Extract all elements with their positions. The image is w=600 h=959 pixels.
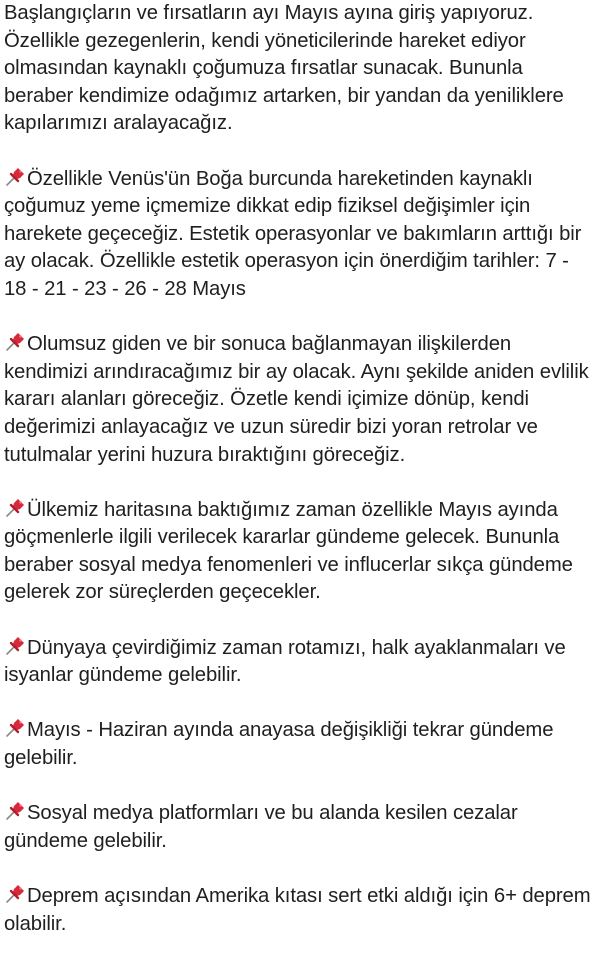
pushpin-icon bbox=[4, 635, 26, 657]
bullet-paragraph bbox=[4, 635, 594, 690]
bullet-text: Sosyal medya platformları ve bu alanda kesilen cezalar gündeme gelebilir. bbox=[4, 802, 518, 852]
pushpin-icon bbox=[4, 883, 26, 905]
bullet-text: Ülkemiz haritasına baktığımız zaman özellikle Mayıs ayında göçmenlerle ilgili verilecek kararlar gündeme gelecek. Bununla beraber sosyal medya fenomenleri ve influcerlar sıkça gündeme gelerek zor süreçlerden geçecekler. bbox=[4, 498, 573, 604]
bullet-text: Deprem açısından Amerika kıtası sert etki aldığı için 6+ deprem olabilir. bbox=[4, 885, 591, 935]
bullet-paragraph bbox=[4, 166, 594, 304]
bullet-text: Dünyaya çevirdiğimiz zaman rotamızı, halk ayaklanmaları ve isyanlar gündeme gelebilir. bbox=[4, 636, 566, 687]
bullet-paragraph bbox=[4, 883, 594, 938]
bullet-paragraph bbox=[4, 331, 594, 469]
pushpin-icon bbox=[4, 800, 26, 822]
intro-paragraph: Başlangıçların ve fırsatların ayı Mayıs ayına giriş yapıyoruz. Özellikle gezegenlerin, kendi yöneticilerinde hareket ediyor olmasından kaynaklı çoğumuza fırsatlar sunacak. Bununla beraber kendimize odağımız artarken, bir yandan da yeniliklere kapılarımızı aralayacağız. bbox=[4, 2, 564, 135]
bullet-text: Özellikle Venüs'ün Boğa burcunda hareketinden kaynaklı çoğumuz yeme içmemize dikkat edip fiziksel değişimler için harekete geçeceğiz. Estetik operasyonlar ve bakımların arttığı bir ay olacak. Özellikle estetik operasyon için önerdiğim tarihler: 7 - 18 - 21 - 23 - 26 - 28 Mayıs bbox=[4, 167, 582, 300]
bullet-text: Olumsuz giden ve bir sonuca bağlanmayan ilişkilerden kendimizi arındıracağımız bir ay olacak. Aynı şekilde aniden evlilik kararı alanları göreceğiz. Özetle kendi içimize dönüp, kendi değerimizi anlayacağız ve uzun süredir bizi yoran retrolar ve tutulmalar yerini huzura bıraktığını göreceğiz. bbox=[4, 333, 589, 466]
bullet-paragraph bbox=[4, 717, 594, 772]
pushpin-icon bbox=[4, 717, 26, 739]
post-body bbox=[4, 0, 594, 938]
bullet-paragraph bbox=[4, 497, 594, 607]
pushpin-icon bbox=[4, 166, 26, 188]
bullet-paragraph bbox=[4, 800, 594, 855]
pushpin-icon bbox=[4, 497, 26, 519]
bullet-text: Mayıs - Haziran ayında anayasa değişikliği tekrar gündeme gelebilir. bbox=[4, 719, 554, 770]
pushpin-icon bbox=[4, 331, 26, 353]
